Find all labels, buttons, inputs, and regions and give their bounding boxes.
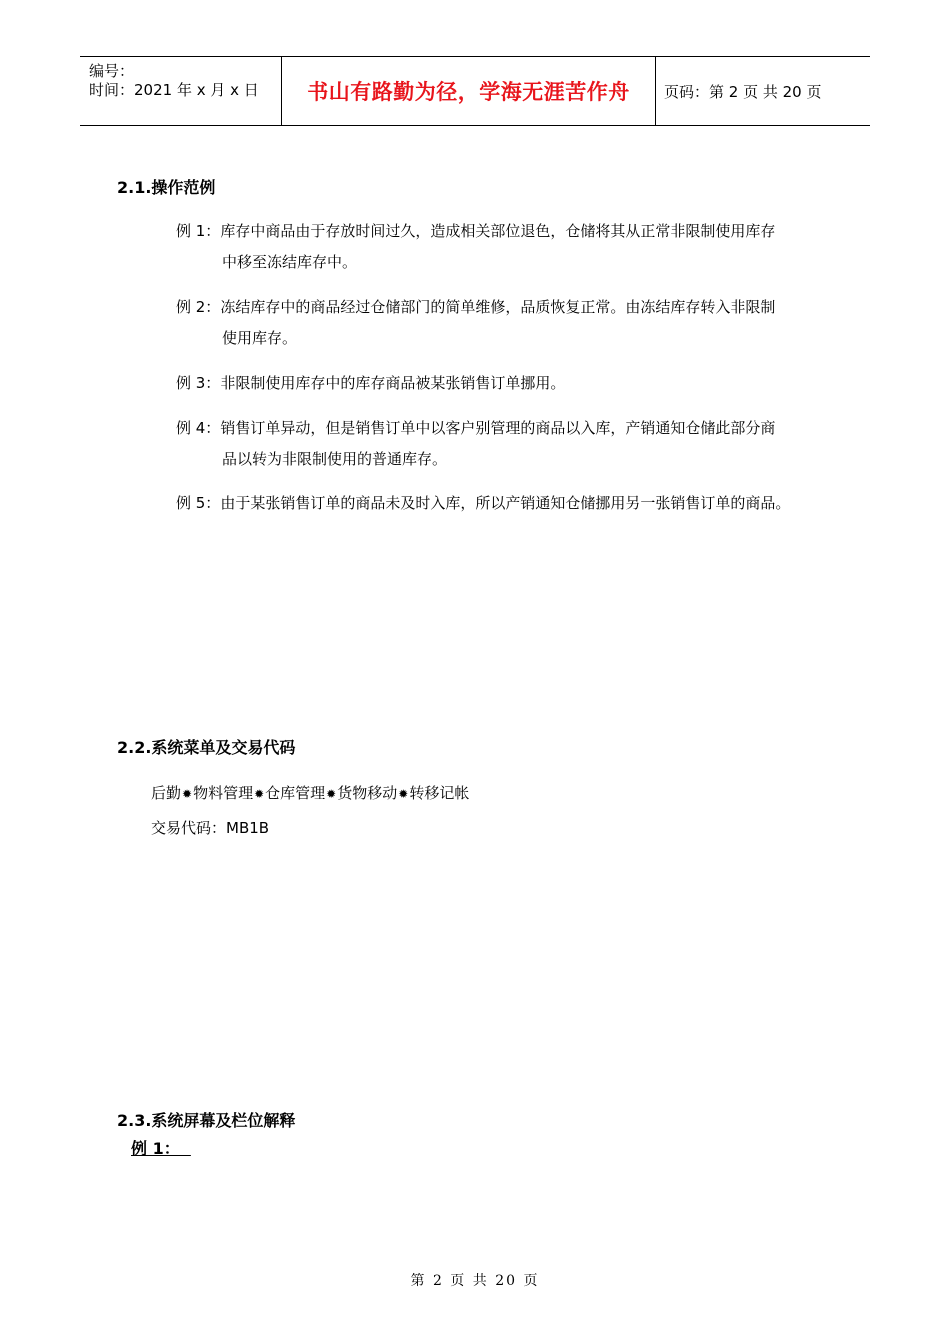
separator-icon: ✹: [398, 787, 409, 801]
header-page-code: 页码：第 2 页 共 20 页: [664, 82, 822, 101]
example-label: 例 4：: [176, 419, 221, 437]
header-meta: [80, 57, 280, 125]
example-text: 由于某张销售订单的商品未及时入库，所以产销通知仓储挪用另一张销售订单的商品。: [220, 494, 791, 512]
example-label: 例 2：: [176, 298, 221, 316]
menu-path-item: 物料管理: [193, 784, 254, 802]
menu-path-item: 转移记帐: [409, 784, 470, 802]
example-label: 例 5：: [176, 494, 221, 512]
document-date: 时间：2021 年 x 月 x 日: [89, 81, 259, 99]
page-footer: 第 2 页 共 20 页: [410, 1273, 540, 1289]
example-text-continued: 中移至冻结库存中。: [222, 253, 358, 271]
menu-path-item: 仓库管理: [265, 784, 326, 802]
header-motto: 书山有路勤为径，学海无涯苦作舟: [307, 80, 630, 104]
example-text: 销售订单异动，但是销售订单中以客户别管理的商品以入库，产销通知仓储此部分商: [220, 419, 776, 437]
section-title-menu-and-tcode: 2.2.系统菜单及交易代码: [117, 738, 296, 757]
separator-icon: ✹: [182, 787, 193, 801]
separator-icon: ✹: [254, 787, 265, 801]
transaction-code: 交易代码：MB1B: [151, 819, 270, 837]
example-text: 库存中商品由于存放时间过久，造成相关部位退色，仓储将其从正常非限制使用库存: [220, 222, 776, 240]
example-text: 冻结库存中的商品经过仓储部门的简单维修，品质恢复正常。由冻结库存转入非限制: [220, 298, 776, 316]
example-item-4: [176, 413, 826, 475]
example-text: 非限制使用库存中的库存商品被某张销售订单挪用。: [220, 374, 566, 392]
section-title-operation-examples: 2.1.操作范例: [117, 178, 216, 197]
example-item-2: [176, 292, 826, 354]
example-text-continued: 品以转为非限制使用的普通库存。: [222, 450, 448, 468]
menu-path-item: 后勤: [151, 784, 182, 802]
example-item-1: [176, 216, 826, 278]
example-text-continued: 使用库存。: [222, 329, 298, 347]
separator-icon: ✹: [326, 787, 337, 801]
section-title-screen-fields: 2.3.系统屏幕及栏位解释: [117, 1111, 296, 1130]
example-label: 例 1：: [176, 222, 221, 240]
screen-example-label: 例 1：: [131, 1139, 191, 1158]
example-item-5: [176, 488, 826, 519]
header-motto-cell: [281, 57, 656, 125]
example-item-3: [176, 368, 826, 399]
example-label: 例 3：: [176, 374, 221, 392]
menu-path: [151, 782, 469, 803]
header-page-cell: [655, 57, 870, 125]
document-number-label: 编号：: [89, 62, 135, 80]
page-header: [80, 56, 870, 126]
menu-path-item: 货物移动: [337, 784, 398, 802]
